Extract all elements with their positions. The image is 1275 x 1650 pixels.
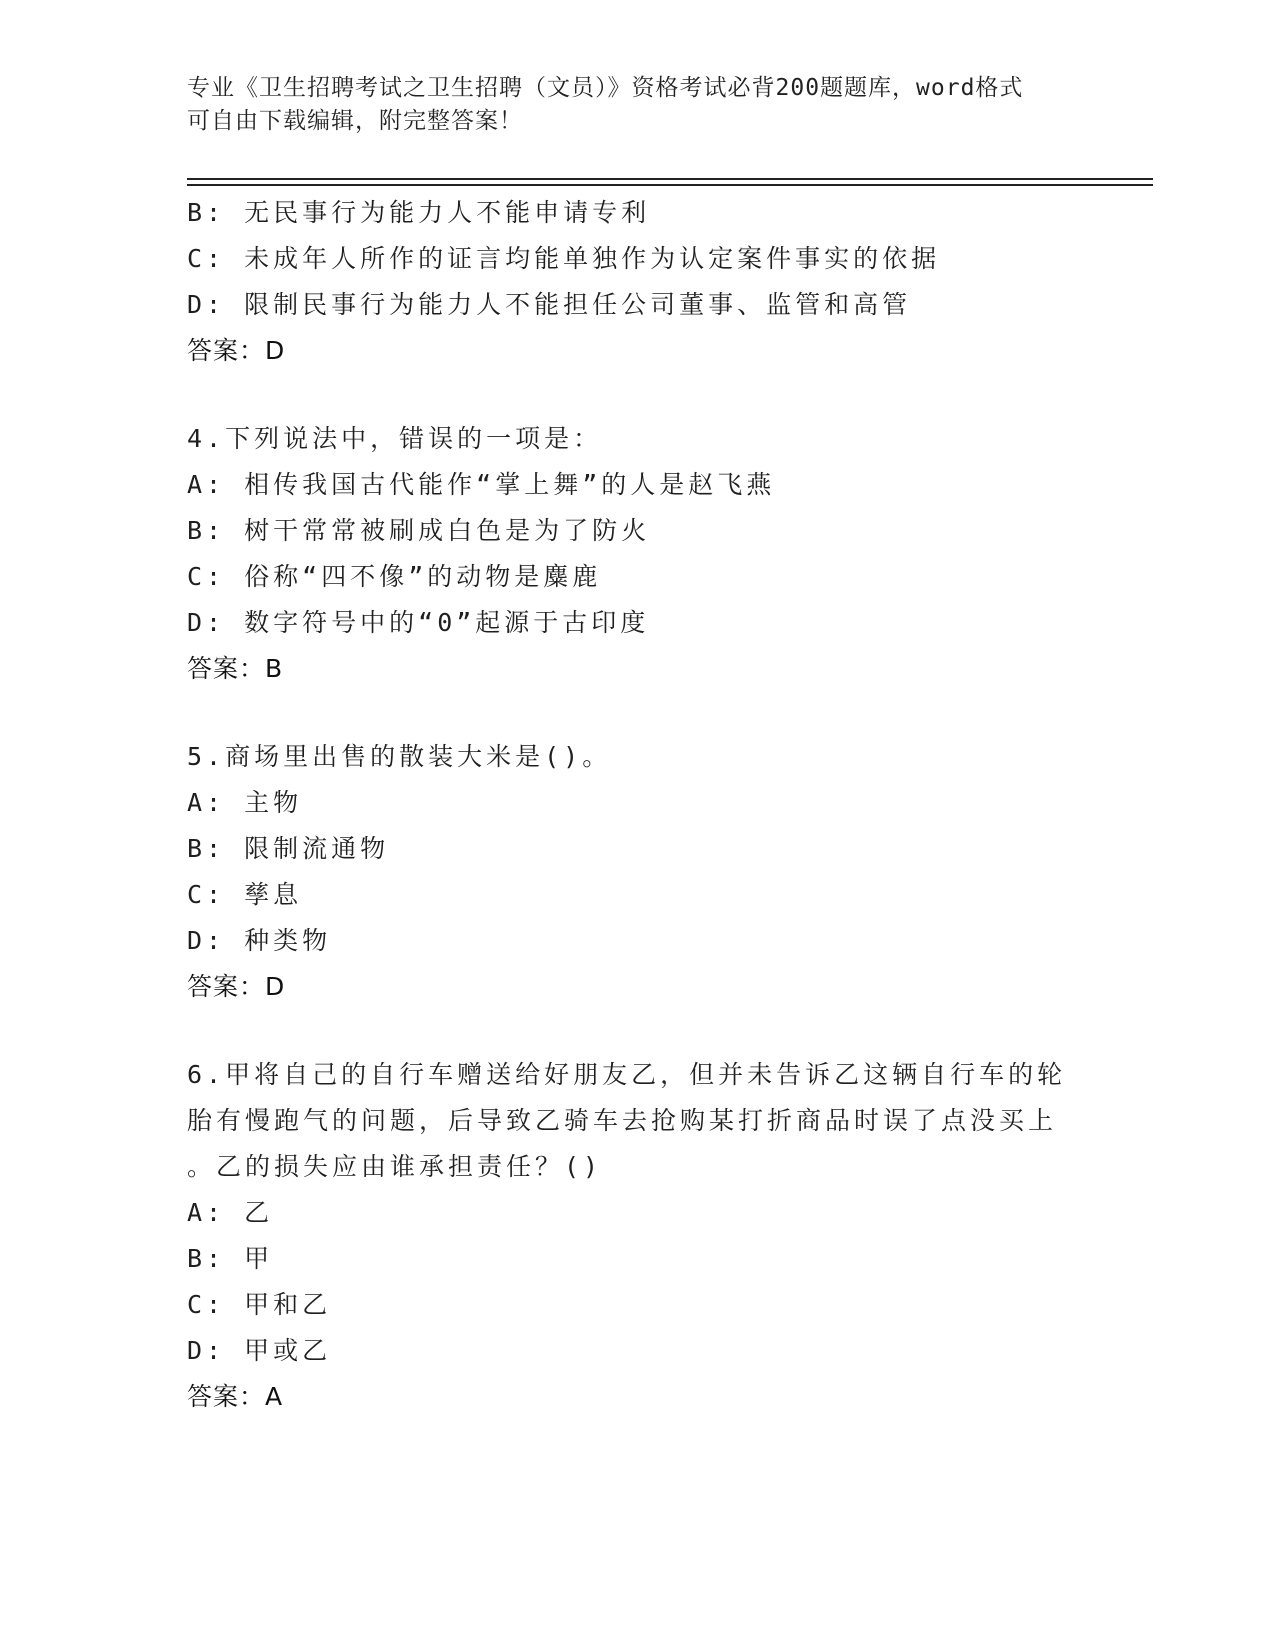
question-text: 4.下列说法中，错误的一项是：	[187, 424, 603, 453]
question-5	[187, 734, 1087, 1010]
question-text-line-1: 6.甲将自己的自行车赠送给好朋友乙，但并未告诉乙这辆自行车的轮	[187, 1060, 1067, 1089]
spacer	[187, 1010, 1087, 1052]
question-6	[187, 1052, 1087, 1420]
option-b: B: 限制流通物	[187, 834, 390, 863]
option-a: A: 相传我国古代能作“掌上舞”的人是赵飞燕	[187, 470, 776, 499]
option-a: A: 主物	[187, 788, 303, 817]
option-c: C: 未成年人所作的证言均能单独作为认定案件事实的依据	[187, 244, 941, 273]
option-d: D: 甲或乙	[187, 1336, 332, 1365]
question-text-line-3: 。乙的损失应由谁承担责任？()	[187, 1152, 603, 1181]
header-divider-bottom	[187, 184, 1153, 186]
option-c: C: 孳息	[187, 880, 303, 909]
answer: 答案：D	[187, 336, 286, 365]
spacer	[187, 374, 1087, 416]
option-b: B: 无民事行为能力人不能申请专利	[187, 198, 651, 227]
spacer	[187, 692, 1087, 734]
option-b: B: 甲	[187, 1244, 274, 1273]
option-b: B: 树干常常被刷成白色是为了防火	[187, 516, 651, 545]
option-d: D: 限制民事行为能力人不能担任公司董事、监管和高管	[187, 290, 912, 319]
question-list	[187, 190, 1087, 1420]
header-divider-top	[187, 178, 1153, 180]
option-c: C: 甲和乙	[187, 1290, 332, 1319]
option-d: D: 种类物	[187, 926, 332, 955]
option-a: A: 乙	[187, 1198, 274, 1227]
question-text: 5.商场里出售的散装大米是()。	[187, 742, 612, 771]
option-d: D: 数字符号中的“0”起源于古印度	[187, 608, 650, 637]
question-3	[187, 190, 1087, 374]
document-header	[187, 72, 1067, 138]
question-text-line-2: 胎有慢跑气的问题，后导致乙骑车去抢购某打折商品时误了点没买上	[187, 1106, 1058, 1135]
header-title-line-1: 专业《卫生招聘考试之卫生招聘（文员）》资格考试必背200题题库，word格式	[187, 75, 1024, 101]
answer: 答案：A	[187, 1382, 284, 1411]
answer: 答案：D	[187, 972, 286, 1001]
header-title-line-2: 可自由下载编辑，附完整答案！	[187, 108, 523, 134]
option-c: C: 俗称“四不像”的动物是麋鹿	[187, 562, 602, 591]
question-4	[187, 416, 1087, 692]
answer: 答案：B	[187, 654, 284, 683]
